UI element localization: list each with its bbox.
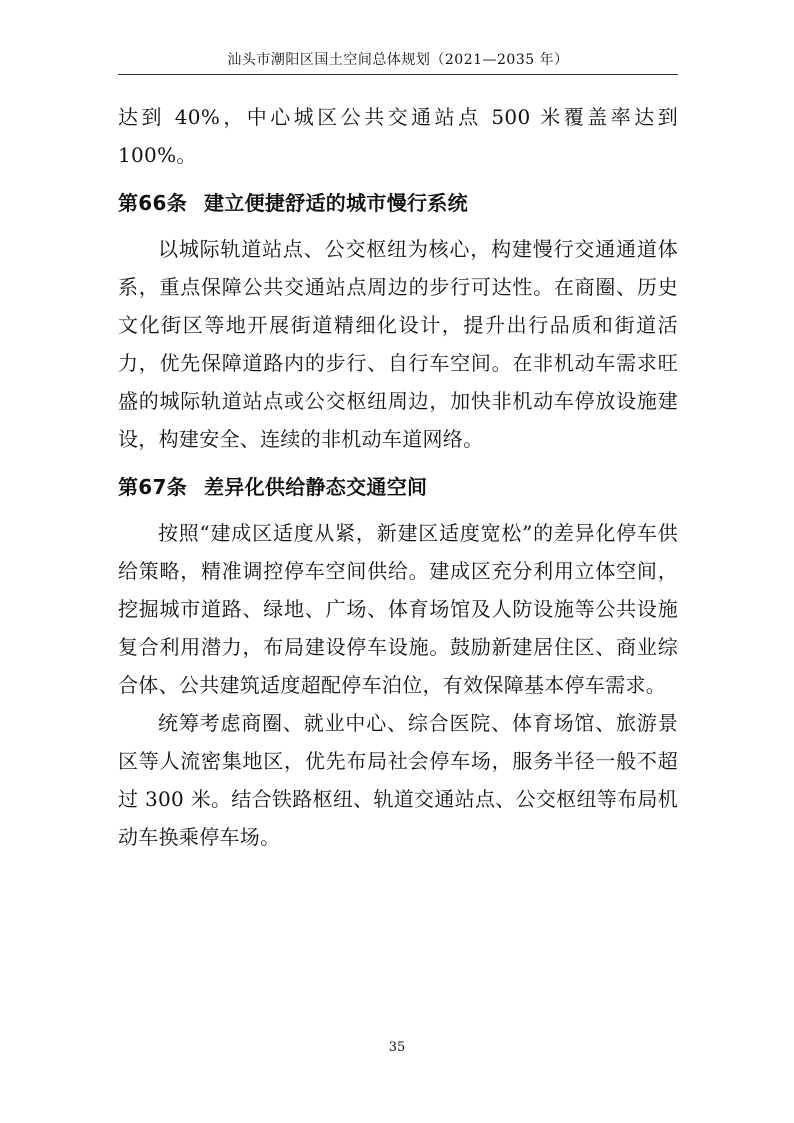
article-66-paragraph: 以城际轨道站点、公交枢纽为核心，构建慢行交通通道体系，重点保障公共交通站点周边的步行可达性。在商圈、历史文化街区等地开展街道精细化设计，提升出行品质和街道活力，优先保障道路内的步行、自行车空间。在非机动车需求旺盛的城际轨道站点或公交枢纽周边，加快非机动车停放设施建设，构建安全、连续的非机动车道网络。 bbox=[118, 237, 678, 451]
article-66-number: 第66条 bbox=[118, 191, 188, 215]
header-rule bbox=[118, 74, 678, 75]
article-67-title: 差异化供给静态交通空间 bbox=[204, 475, 428, 499]
page-number: 35 bbox=[388, 1040, 406, 1055]
article-66-heading bbox=[118, 188, 678, 218]
lead-paragraph: 达到 40%，中心城区公共交通站点 500 米覆盖率达到 100%。 bbox=[118, 105, 678, 167]
document-body bbox=[118, 98, 678, 856]
article-67-paragraph: 统筹考虑商圈、就业中心、综合医院、体育场馆、旅游景区等人流密集地区，优先布局社会停车场，服务半径一般不超过 300 米。结合铁路枢纽、轨道交通站点、公交枢纽等布局机动车换乘停车场。 bbox=[118, 711, 678, 849]
article-67-number: 第67条 bbox=[118, 475, 188, 499]
running-header: 汕头市潮阳区国土空间总体规划（2021—2035 年） bbox=[227, 52, 569, 68]
article-66-title: 建立便捷舒适的城市慢行系统 bbox=[204, 191, 468, 215]
article-67-heading bbox=[118, 472, 678, 502]
article-67-paragraph: 按照“建成区适度从紧，新建区适度宽松”的差异化停车供给策略，精准调控停车空间供给。建成区充分利用立体空间，挖掘城市道路、绿地、广场、体育场馆及人防设施等公共设施复合利用潜力，布局建设停车设施。鼓励新建居住区、商业综合体、公共建筑适度超配停车泊位，有效保障基本停车需求。 bbox=[118, 521, 678, 697]
